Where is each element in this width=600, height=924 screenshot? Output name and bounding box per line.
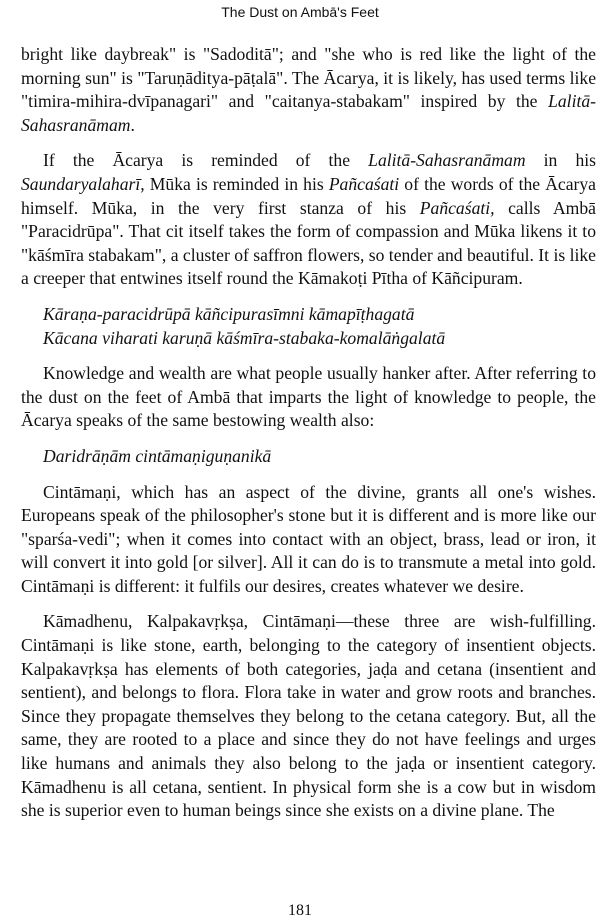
text-run: Mūka is reminded in his xyxy=(144,173,329,194)
text-run: calls Ambā "Paracidrūpa". That cit itself takes the form of compassion and Mūka likens it to "kāśmīra stabakam", a cluster of saffron flowers, so tender and beautiful. It is like a creeper that entwines itself round the Kāmakoṭi Pītha of Kāñcipuram. xyxy=(21,197,596,289)
text-run: in his xyxy=(525,150,596,171)
book-title: Saundaryalaharī, xyxy=(21,173,145,194)
page-number: 181 xyxy=(288,902,312,919)
text-run: . xyxy=(130,114,135,135)
book-title: Lalitā-Sahasranāmam xyxy=(368,150,526,171)
book-title: Pañcaśati, xyxy=(419,197,495,218)
verse-quote-1 xyxy=(21,303,596,350)
text-run: bright like daybreak" is "Sadoditā"; and "she who is red like the light of the morning sun" is "Taruṇāditya-pāṭalā". The Ācarya, it is likely, has used terms like "timira-mihira-dvīpanagari" and "caitanya-stabakam" inspired by the xyxy=(21,44,596,112)
paragraph-4 xyxy=(21,481,596,599)
book-title: Lalitā-Sahasranāmam xyxy=(21,91,596,135)
running-head: The Dust on Ambā's Feet xyxy=(221,4,379,20)
paragraph-1 xyxy=(21,43,596,137)
book-title: Pañcaśati xyxy=(328,173,400,194)
text-run: Kāmadhenu, Kalpakavṛkṣa, Cintāmaṇi—these three are wish-fulfilling. Cintāmaṇi is like stone, earth, belonging to the category of insentient objects. Kalpakavṛkṣa has elements of both categories, jaḍa and cetana (insentient and sentient), and belongs to flora. Flora take in water and grow roots and branches. Since they propagate themselves they belong to the cetana category. But, all the same, they are rooted to a place and since they do not have feelings and urges like humans and animals they also belong to the jaḍa or insentient category. Kāmadhenu is all cetana, sentient. In physical form she is a cow but in wisdom she is superior even to human beings since she exists on a divine plane. The xyxy=(21,611,596,821)
text-run: If the Ācarya is reminded of the xyxy=(43,150,369,171)
verse-line: Kācana viharati karuṇā kāśmīra-stabaka-komalāṅgalatā xyxy=(43,327,446,348)
text-run: Knowledge and wealth are what people usually hanker after. After referring to the dust on the feet of Ambā that imparts the light of knowledge to people, the Ācarya speaks of the same bestowing wealth also: xyxy=(21,363,596,431)
text-run: of the words of the Ācarya himself. Mūka, in the very first stanza of his xyxy=(21,173,596,218)
text-run: Cintāmaṇi, which has an aspect of the divine, grants all one's wishes. Europeans speak of the philosopher's stone but it is different and is more like our "sparśa-vedi"; when it comes into contact with an object, brass, lead or iron, it will convert it into gold [or silver]. All it can do is to transmute a metal into gold. Cintāmaṇi is different: it fulfils our desires, creates whatever we desire. xyxy=(21,481,596,596)
verse-line: Kāraṇa-paracidrūpā kāñcipurasīmni kāmapīṭhagatā xyxy=(43,303,415,324)
verse-quote-2 xyxy=(21,445,596,469)
paragraph-3 xyxy=(21,362,596,433)
body-text xyxy=(21,43,596,823)
paragraph-2 xyxy=(21,149,596,291)
paragraph-5 xyxy=(21,610,596,822)
verse-line: Daridrāṇām cintāmaṇiguṇanikā xyxy=(43,445,272,466)
